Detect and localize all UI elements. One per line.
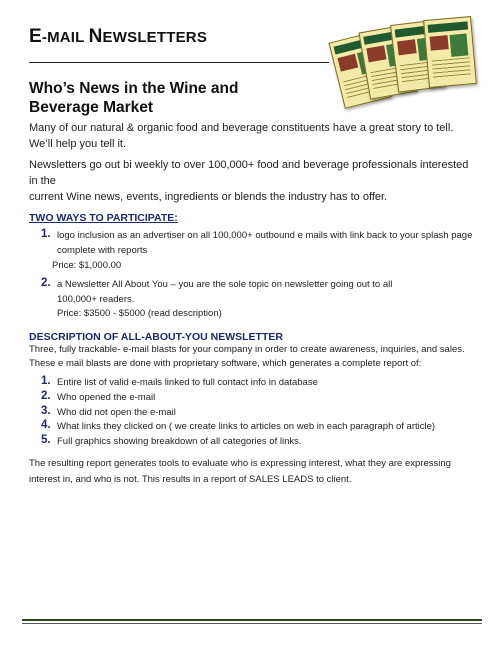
result-line-2: interest in, and who is not. This results in a report of SALES LEADS to client. bbox=[29, 474, 352, 485]
newsletter-sample-4 bbox=[423, 16, 477, 88]
description-text bbox=[29, 343, 479, 371]
intro-p1-line-2: We’ll help you tell it. bbox=[29, 138, 127, 150]
description-line-2: These e mail blasts are done with proprietary software, which generates a complete report of: bbox=[29, 358, 422, 369]
page-title bbox=[29, 26, 207, 48]
result-line-1: The resulting report generates tools to evaluate who is expressing interest, what they are expressing bbox=[29, 458, 451, 469]
description-heading: DESCRIPTION OF ALL-ABOUT-YOU NEWSLETTER bbox=[29, 331, 283, 343]
report-item-3-number: 3. bbox=[41, 405, 51, 417]
report-item-5-number: 5. bbox=[41, 434, 51, 446]
result-paragraph bbox=[29, 456, 479, 488]
title-rest-mail: -MAIL bbox=[41, 29, 89, 46]
report-item-2-text: Who opened the e-mail bbox=[57, 392, 156, 403]
option-1-line-1: logo inclusion as an advertiser on all 100,000+ outbound e mails with link back to your splash page bbox=[57, 230, 473, 241]
subheading bbox=[29, 79, 329, 117]
intro-paragraph-1 bbox=[29, 120, 479, 152]
report-item-2-number: 2. bbox=[41, 390, 51, 402]
intro-p2-line-2: current Wine news, events, ingredients or blends the industry has to offer. bbox=[29, 191, 388, 203]
option-1-text bbox=[57, 228, 487, 258]
report-item-4-number: 4. bbox=[41, 419, 51, 431]
subheading-line-2: Beverage Market bbox=[29, 99, 154, 116]
intro-p1-line-1: Many of our natural & organic food and beverage constituents have a great story to tell. bbox=[29, 122, 454, 134]
title-rest-newsletters: EWSLETTERS bbox=[102, 29, 208, 46]
option-1-line-2: complete with reports bbox=[57, 245, 148, 256]
subheading-line-1: Who’s News in the Wine and bbox=[29, 80, 239, 97]
option-2-text bbox=[57, 277, 487, 307]
option-2-price: Price: $3500 - $5000 (read description) bbox=[57, 308, 222, 319]
footer-rule-thick bbox=[22, 619, 482, 621]
title-underline bbox=[29, 62, 329, 63]
option-2-line-1: a Newsletter All About You – you are the sole topic on newsletter going out to all bbox=[57, 279, 393, 290]
report-item-1-number: 1. bbox=[41, 375, 51, 387]
report-item-4-text: What links they clicked on ( we create links to articles on web in each paragraph of article) bbox=[57, 421, 436, 432]
report-item-5-text: Full graphics showing breakdown of all categories of links. bbox=[57, 436, 302, 447]
option-1-number: 1. bbox=[41, 228, 51, 240]
title-initial-e: E bbox=[29, 26, 42, 47]
footer-rule-thin bbox=[22, 623, 482, 624]
option-2-line-2: 100,000+ readers. bbox=[57, 294, 135, 305]
option-2-number: 2. bbox=[41, 277, 51, 289]
report-item-3-text: Who did not open the e-mail bbox=[57, 407, 176, 418]
intro-p2-line-1: Newsletters go out bi weekly to over 100,000+ food and beverage professionals interested in the bbox=[29, 159, 469, 187]
newsletter-samples-image bbox=[334, 14, 484, 120]
intro-paragraph-2 bbox=[29, 157, 479, 205]
title-initial-n: N bbox=[88, 26, 103, 47]
report-item-1-text: Entire list of valid e-mails linked to full contact info in database bbox=[57, 377, 318, 388]
option-1-price: Price: $1,000.00 bbox=[52, 260, 122, 271]
two-ways-heading: TWO WAYS TO PARTICIPATE: bbox=[29, 212, 178, 224]
description-line-1: Three, fully trackable- e-mail blasts for your company in order to create awareness, inquiries, and sales. bbox=[29, 344, 465, 355]
